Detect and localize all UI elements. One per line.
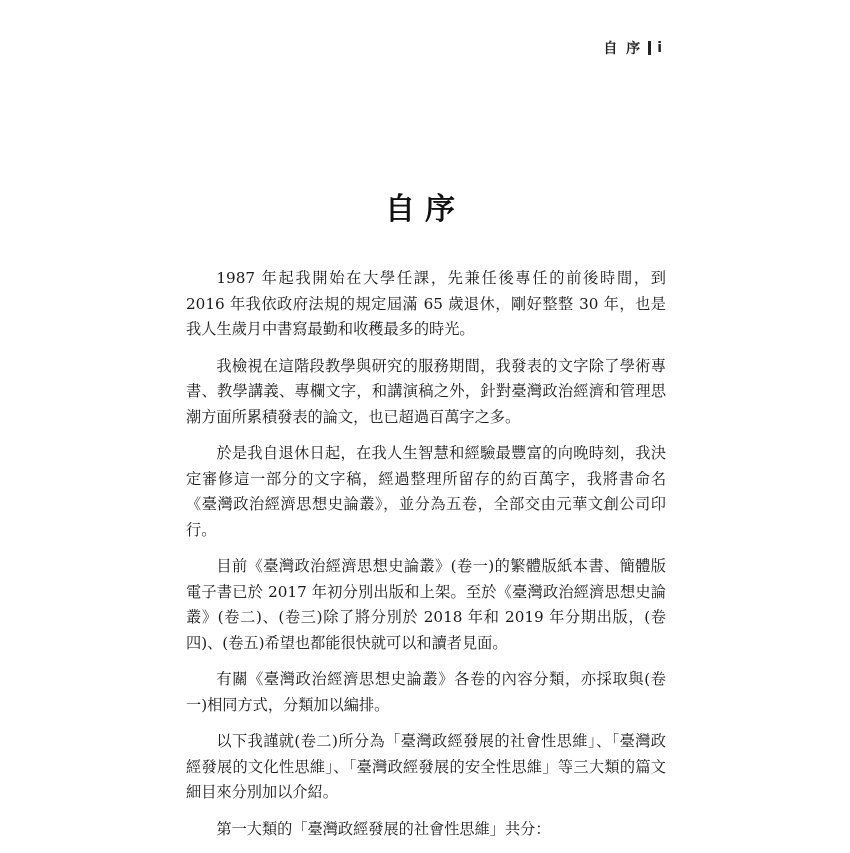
paragraph: 以下我謹就(卷二)所分為「臺灣政經發展的社會性思維」、「臺灣政經發展的文化性思維」、「臺灣政經發展的安全性思維」等三大類的篇文細目來分別加以介紹。	[186, 732, 666, 801]
running-head-title: 自 序	[603, 41, 643, 57]
paragraph: 於是我自退休日起，在我人生智慧和經驗最豐富的向晚時刻，我決定審修這一部分的文字稿，經過整理所留存的約百萬字，我將書命名《臺灣政治經濟思想史論叢》，並分為五卷，全部交由元華文創公司印行。	[186, 444, 666, 539]
page-title: 自序	[385, 192, 465, 227]
paragraph: 目前《臺灣政治經濟思想史論叢》(卷一)的繁體版紙本書、簡體版電子書已於 2017 年初分別出版和上架。至於《臺灣政治經濟思想史論叢》(卷二)、(卷三)除了將分別於 2018 年和 2019 年分期出版，(卷四)、(卷五)希望也都能很快就可以和讀者見面。	[186, 557, 666, 652]
paragraph: 我檢視在這階段教學與研究的服務期間，我發表的文字除了學術專書、教學講義、專欄文字，和講演稿之外，針對臺灣政治經濟和管理思潮方面所累積發表的論文，也已超過百萬字之多。	[186, 356, 666, 426]
paragraph: 有關《臺灣政治經濟思想史論叢》各卷的內容分類，亦採取與(卷一)相同方式，分類加以編排。	[186, 670, 666, 714]
page-number: i	[657, 40, 664, 56]
body-text	[186, 266, 666, 853]
running-head-separator	[648, 41, 651, 55]
paragraph: 1987 年起我開始在大學任課，先兼任後專任的前後時間，到 2016 年我依政府法規的規定屆滿 65 歲退休，剛好整整 30 年，也是我人生歲月中書寫最勤和收穫最多的時光。	[186, 269, 666, 338]
running-head	[603, 38, 664, 58]
paragraph: 第一大類的「臺灣政經發展的社會性思維」共分：	[216, 819, 551, 838]
